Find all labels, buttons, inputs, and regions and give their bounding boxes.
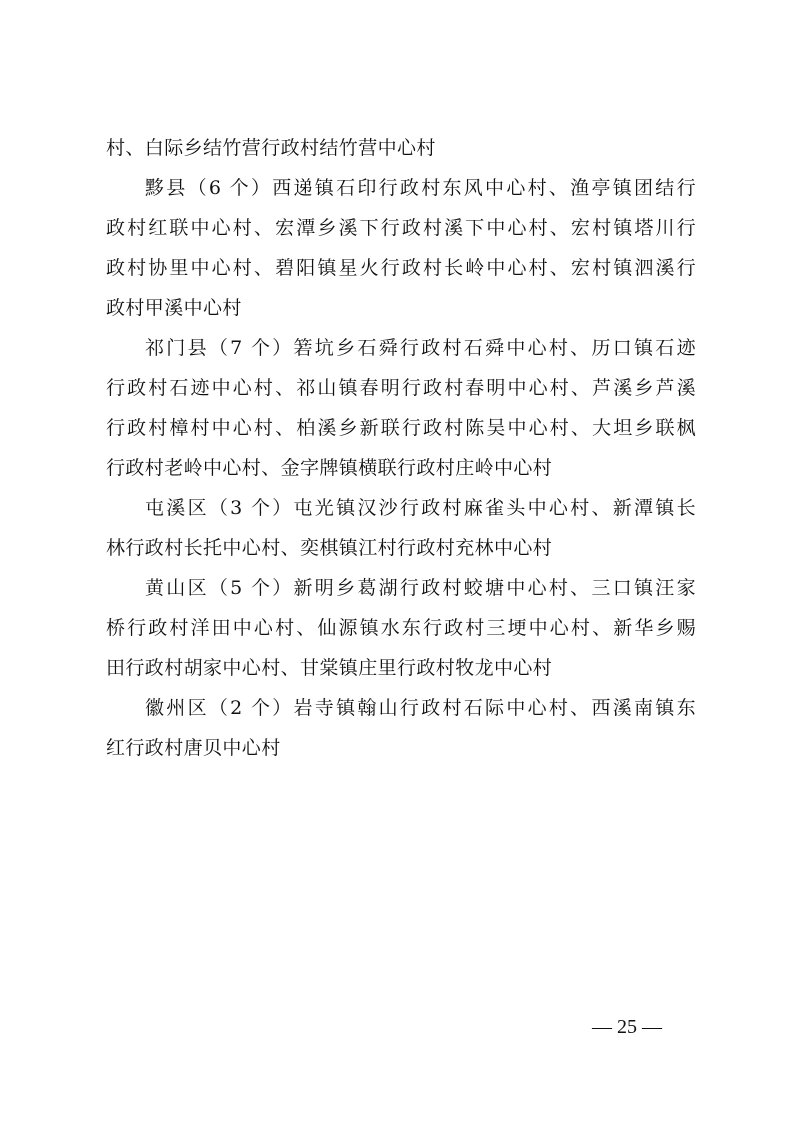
body-text-line: 田行政村胡家中心村、甘棠镇庄里行政村牧龙中心村 [106,657,553,679]
body-text-line: 政村甲溪中心村 [106,297,242,319]
body-text-line: 桥行政村洋田中心村、仙源镇水东行政村三埂中心村、新华乡赐 [106,617,696,639]
paragraph-heading-huizhou-district: 徽州区（2 个）岩寺镇翰山行政村石际中心村、西溪南镇东 [145,697,696,719]
body-text-line: 村、白际乡结竹营行政村结竹营中心村 [106,137,436,159]
body-text-line: 行政村老岭中心村、金字牌镇横联行政村庄岭中心村 [106,457,553,479]
body-text-line: 林行政村长托中心村、奕棋镇江村行政村充林中心村 [106,537,553,559]
paragraph-heading-qimen-county: 祁门县（7 个）箬坑乡石舜行政村石舜中心村、历口镇石迹 [145,337,696,359]
body-text-line: 红行政村唐贝中心村 [106,737,281,759]
body-text-line: 行政村石迹中心村、祁山镇春明行政村春明中心村、芦溪乡芦溪 [106,377,696,399]
body-text-line: 行政村樟村中心村、柏溪乡新联行政村陈吴中心村、大坦乡联枫 [106,417,696,439]
paragraph-heading-huangshan-district: 黄山区（5 个）新明乡葛湖行政村蛟塘中心村、三口镇汪家 [145,577,696,599]
body-text-line: 政村红联中心村、宏潭乡溪下行政村溪下中心村、宏村镇塔川行 [106,217,696,239]
paragraph-heading-tunxi-district: 屯溪区（3 个）屯光镇汉沙行政村麻雀头中心村、新潭镇长 [145,497,696,519]
paragraph-heading-yi-county: 黟县（6 个）西递镇石印行政村东风中心村、渔亭镇团结行 [145,177,696,199]
body-text-line: 政村协里中心村、碧阳镇星火行政村长岭中心村、宏村镇泗溪行 [106,257,696,279]
document-body [106,128,696,768]
page-number: — 25 — [592,1016,662,1038]
